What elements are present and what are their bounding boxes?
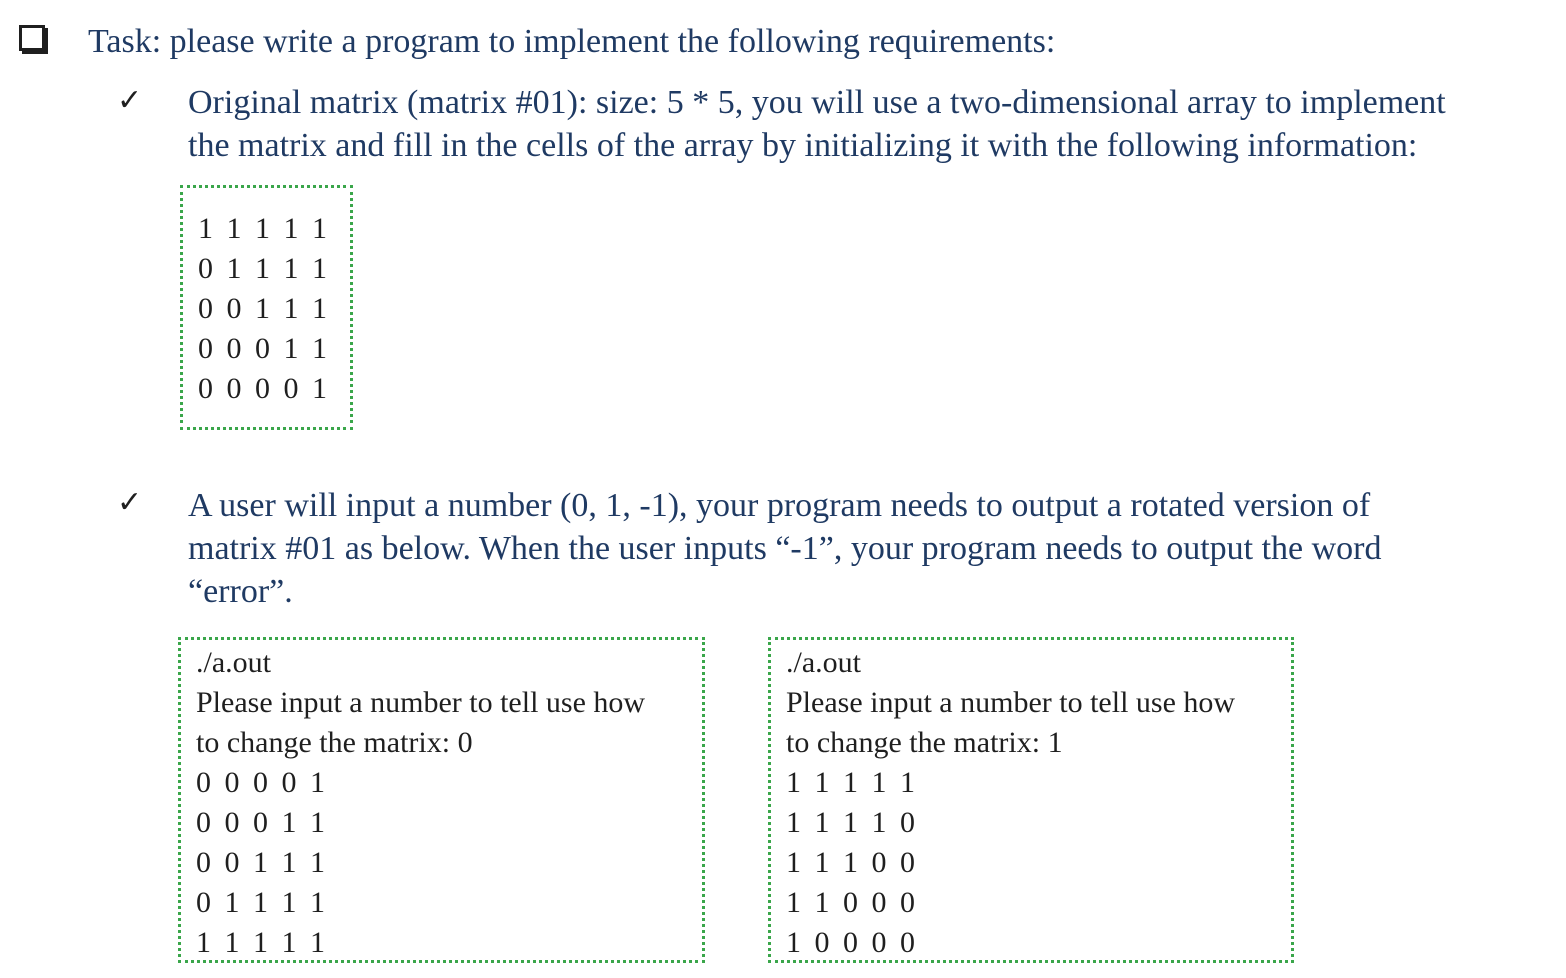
example-input-0-output [196,643,645,963]
matrix-row: 0 1 1 1 1 [196,886,328,919]
task-heading [88,18,1055,66]
checkmark-icon: ✓ [117,83,143,118]
matrix-row: 1 0 0 0 0 [786,926,918,959]
prompt-line-1: Please input a number to tell use how [786,686,1236,719]
original-matrix [198,209,330,409]
prompt-line-2: to change the matrix: 1 [786,726,1063,759]
checkbox-icon [19,25,45,51]
matrix-row: 0 0 0 1 1 [198,332,330,365]
matrix-row: 0 0 0 0 1 [196,766,328,799]
matrix-row: 0 0 1 1 1 [198,292,330,325]
command-line: ./a.out [786,646,861,679]
example-input-0-box [178,637,705,963]
matrix-row: 0 0 1 1 1 [196,846,328,879]
matrix-row: 1 1 1 0 0 [786,846,918,879]
checkmark-icon: ✓ [117,485,143,520]
matrix-row: 1 1 0 0 0 [786,886,918,919]
bullet-2-line-2: matrix #01 as below. When the user inputs “-1”, your program needs to output the word [188,530,1382,567]
task-text: please write a program to implement the following requirements: [169,23,1056,60]
bullet-2-line-3: “error”. [188,573,293,610]
task-label: Task: [88,23,162,60]
command-line: ./a.out [196,646,271,679]
prompt-line-2: to change the matrix: 0 [196,726,473,759]
bullet-2-text [188,484,1382,613]
bullet-1-line-1: Original matrix (matrix #01): size: 5 * 5, you will use a two-dimensional array to implement [188,84,1446,121]
bullet-1-text [188,81,1446,167]
example-input-1-box [768,637,1294,963]
matrix-row: 1 1 1 1 1 [196,926,328,959]
bullet-2-line-1: A user will input a number (0, 1, -1), your program needs to output a rotated version of [188,487,1371,524]
matrix-row: 0 0 0 0 1 [198,372,330,405]
example-input-1-output [786,643,1235,963]
matrix-row: 1 1 1 1 1 [786,766,918,799]
matrix-row: 0 0 0 1 1 [196,806,328,839]
matrix-row: 0 1 1 1 1 [198,252,330,285]
original-matrix-box [180,185,353,430]
matrix-row: 1 1 1 1 1 [198,212,330,245]
prompt-line-1: Please input a number to tell use how [196,686,646,719]
bullet-1-line-2: the matrix and fill in the cells of the array by initializing it with the following information: [188,127,1418,164]
matrix-row: 1 1 1 1 0 [786,806,918,839]
